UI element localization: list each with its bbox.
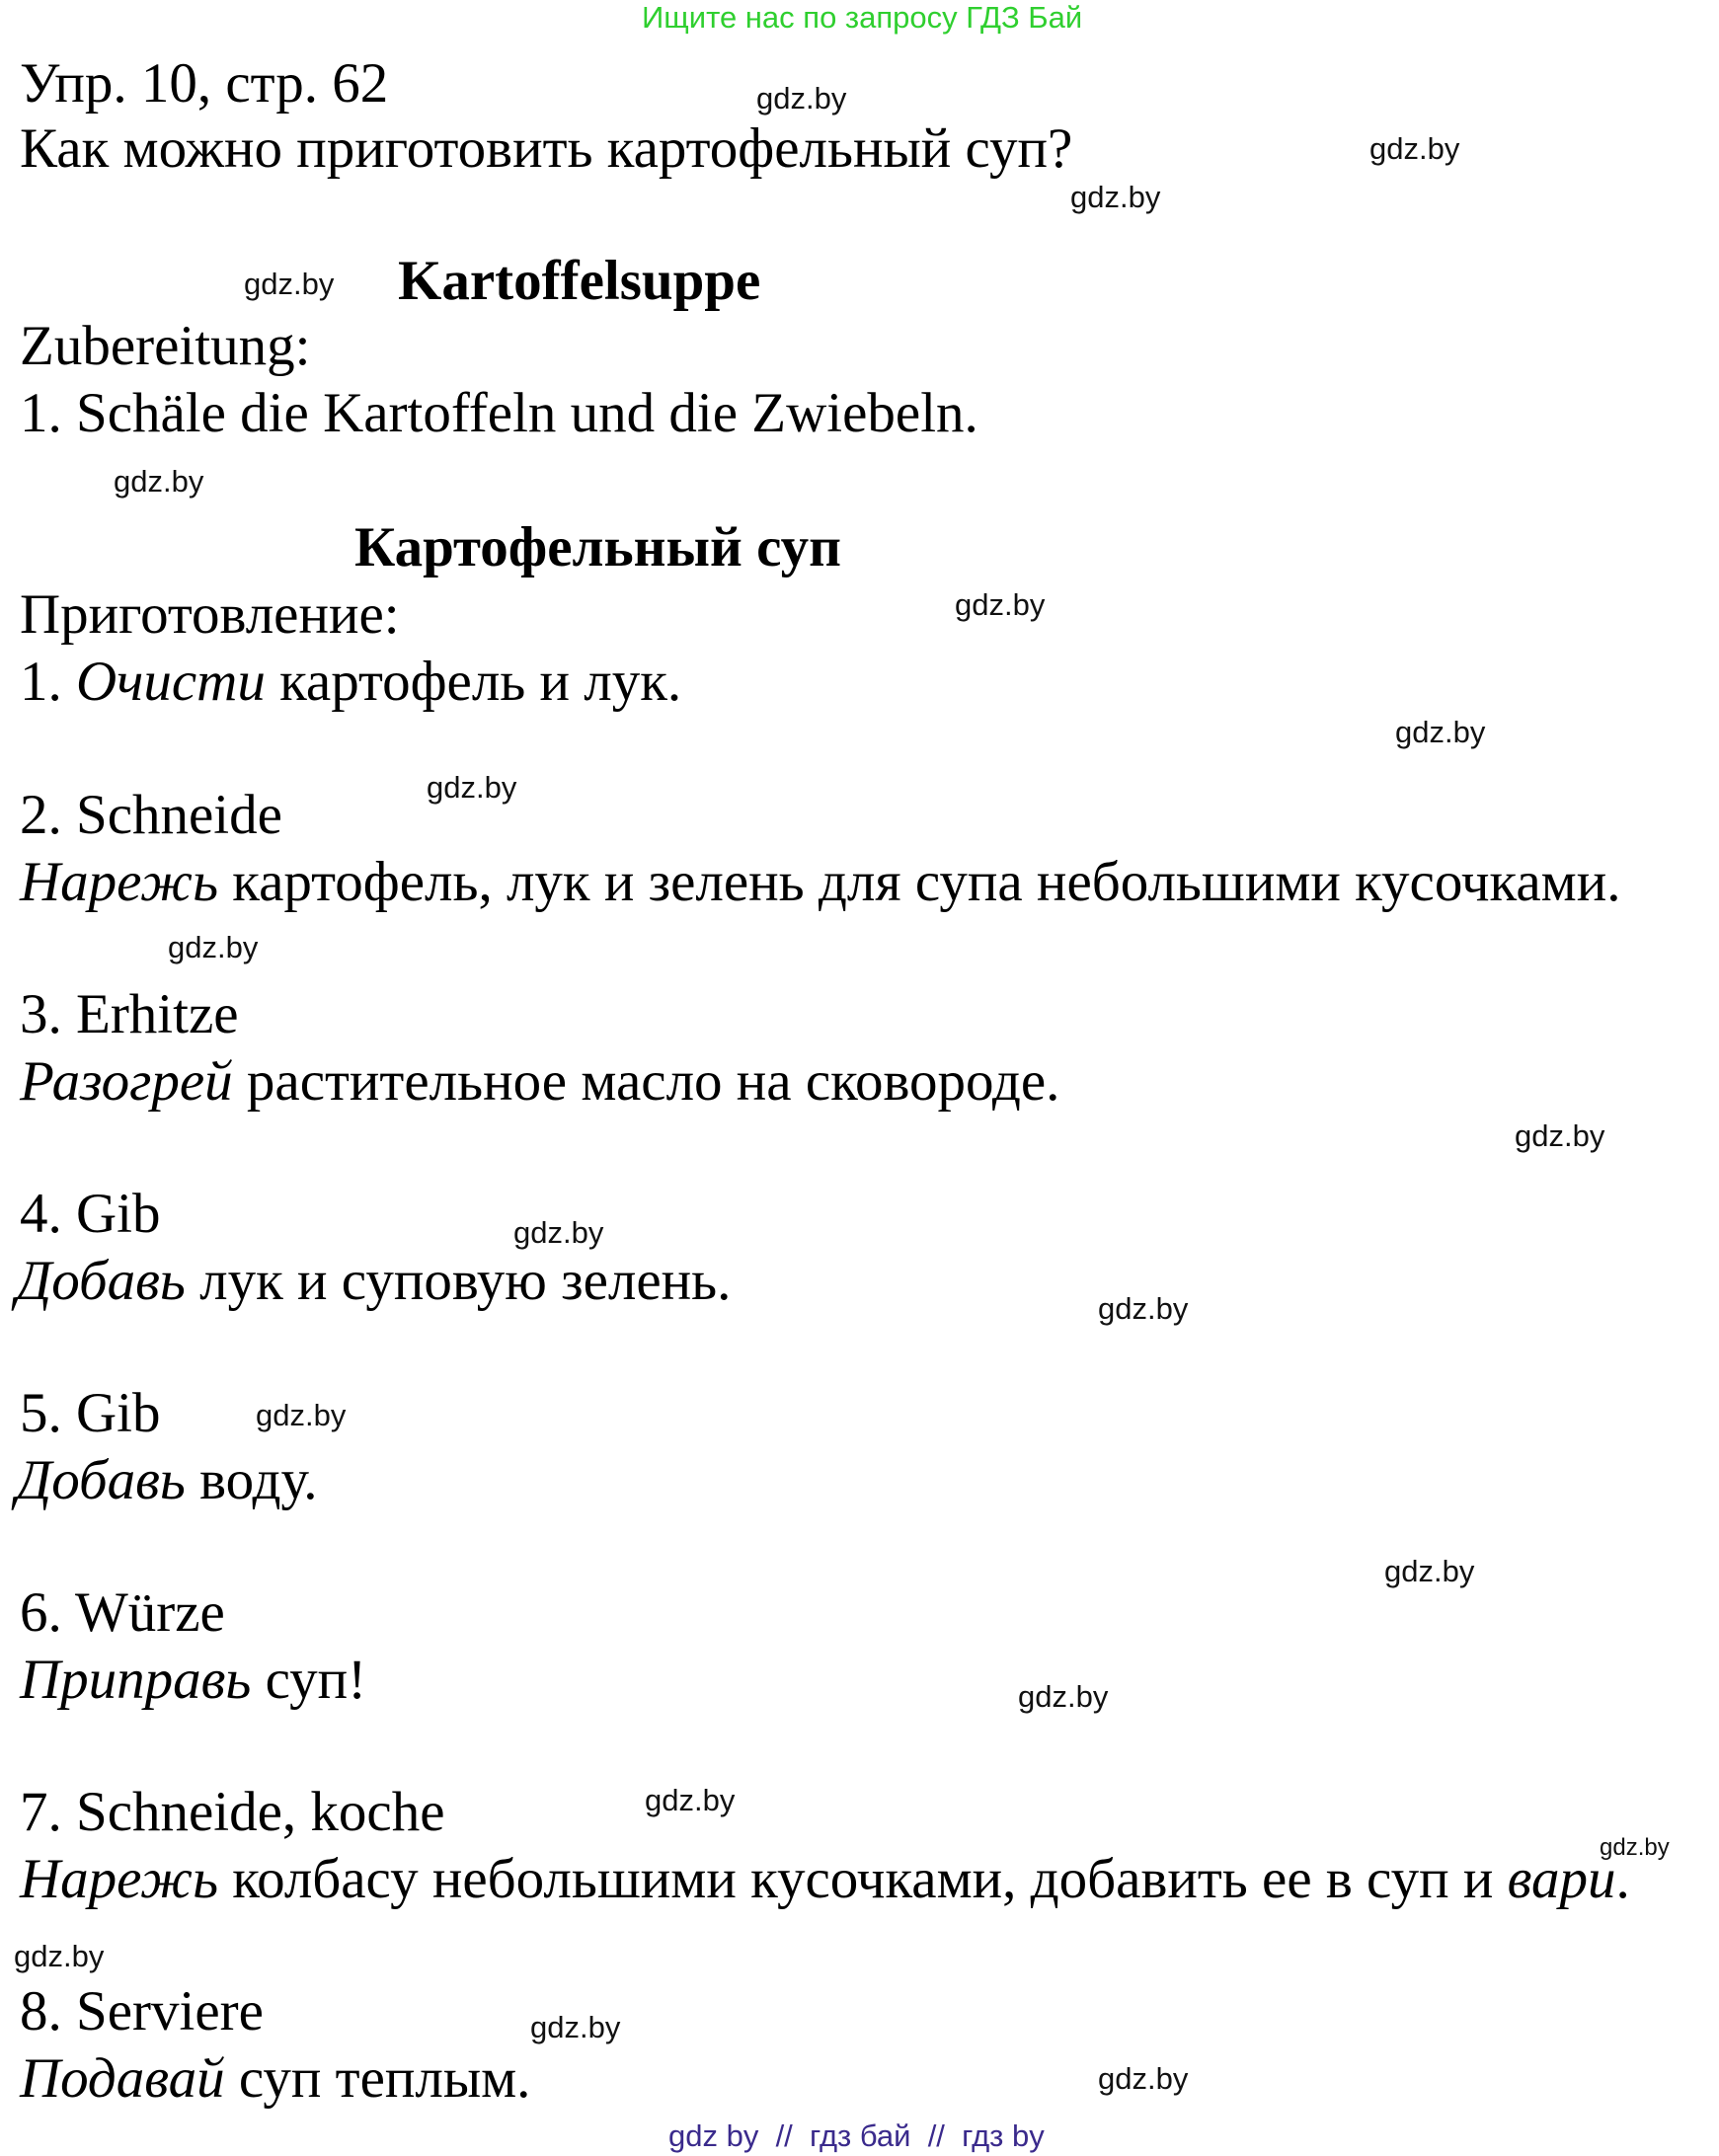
watermark: gdz.by [1098, 2061, 1189, 2096]
step-6-german: 6. Würze [20, 1581, 225, 1644]
step-5-german: 5. Gib [20, 1382, 161, 1444]
step-verb: Подавай [20, 2047, 225, 2110]
german-section-label: Zubereitung: [20, 315, 311, 377]
watermark: gdz.by [244, 267, 335, 301]
step-text: растительное масло на сковороде. [232, 1050, 1060, 1113]
step-8-translation [20, 2047, 531, 2110]
footer-separator: // [910, 2118, 963, 2153]
step-verb: Добавь [16, 1250, 186, 1312]
step-text: воду. [185, 1449, 318, 1511]
footer-links [668, 2120, 1045, 2151]
step-verb: Приправь [20, 1649, 252, 1711]
step-verb: Нарежь [20, 851, 219, 913]
watermark: gdz.by [1098, 1291, 1189, 1326]
watermark: gdz.by [645, 1783, 736, 1817]
watermark: gdz.by [1395, 715, 1486, 749]
watermark: gdz.by [513, 1215, 604, 1250]
step-verb: Нарежь [20, 1848, 219, 1910]
step-verb: Добавь [16, 1449, 186, 1511]
watermark: gdz.by [427, 770, 517, 805]
step-number: 1. [20, 651, 76, 713]
step-4-german: 4. Gib [20, 1183, 161, 1245]
watermark: gdz.by [256, 1398, 347, 1432]
russian-section-label: Приготовление: [20, 583, 400, 646]
step-verb: Разогрей [20, 1050, 233, 1113]
step-verb-2: вари [1507, 1848, 1616, 1910]
step-text: суп теплым. [224, 2047, 531, 2110]
step-7-translation [20, 1848, 1630, 1910]
watermark: gdz.by [530, 2010, 621, 2044]
step-1-translation [20, 651, 682, 713]
step-text: лук и суповую зелень. [185, 1250, 732, 1312]
german-title: Kartoffelsuppe [398, 250, 761, 312]
watermark: gdz.by [1515, 1118, 1605, 1153]
watermark: gdz.by [1384, 1554, 1475, 1588]
footer-link-gdz-by-2[interactable]: гдз by [962, 2118, 1045, 2153]
watermark: gdz.by [14, 1939, 105, 1973]
german-step-1: 1. Schäle die Kartoffeln und die Zwiebeln. [20, 382, 978, 444]
search-hint-link[interactable]: Ищите нас по запросу ГДЗ Бай [642, 0, 1083, 35]
watermark: gdz.by [168, 930, 259, 964]
step-6-translation [20, 1649, 367, 1711]
footer-separator: // [758, 2118, 811, 2153]
step-text: картофель, лук и зелень для супа небольшими кусочками. [218, 851, 1621, 913]
watermark: gdz.by [1600, 1834, 1670, 1861]
step-verb: Очисти [76, 651, 266, 713]
step-end: . [1615, 1848, 1630, 1910]
watermark: gdz.by [1018, 1679, 1109, 1714]
exercise-reference: Упр. 10, стр. 62 [20, 52, 389, 115]
step-2-translation [20, 851, 1621, 913]
footer-link-gdz-bai[interactable]: гдз бай [810, 2118, 911, 2153]
step-7-german: 7. Schneide, koche [20, 1781, 445, 1843]
watermark: gdz.by [955, 587, 1046, 622]
exercise-question: Как можно приготовить картофельный суп? [20, 117, 1073, 180]
watermark: gdz.by [114, 464, 204, 499]
watermark: gdz.by [756, 81, 847, 116]
step-text: суп! [251, 1649, 367, 1711]
step-4-translation [16, 1250, 732, 1312]
step-3-translation [20, 1050, 1060, 1113]
step-text: картофель и лук. [265, 651, 682, 713]
step-2-german: 2. Schneide [20, 784, 282, 846]
step-8-german: 8. Serviere [20, 1980, 264, 2042]
step-3-german: 3. Erhitze [20, 983, 239, 1045]
step-text: колбасу небольшими кусочками, добавить ее в суп и [218, 1848, 1508, 1910]
russian-title: Картофельный суп [354, 516, 841, 578]
step-5-translation [16, 1449, 318, 1511]
watermark: gdz.by [1369, 131, 1460, 166]
footer-link-gdz-by[interactable]: gdz by [668, 2118, 759, 2153]
watermark: gdz.by [1070, 180, 1161, 214]
